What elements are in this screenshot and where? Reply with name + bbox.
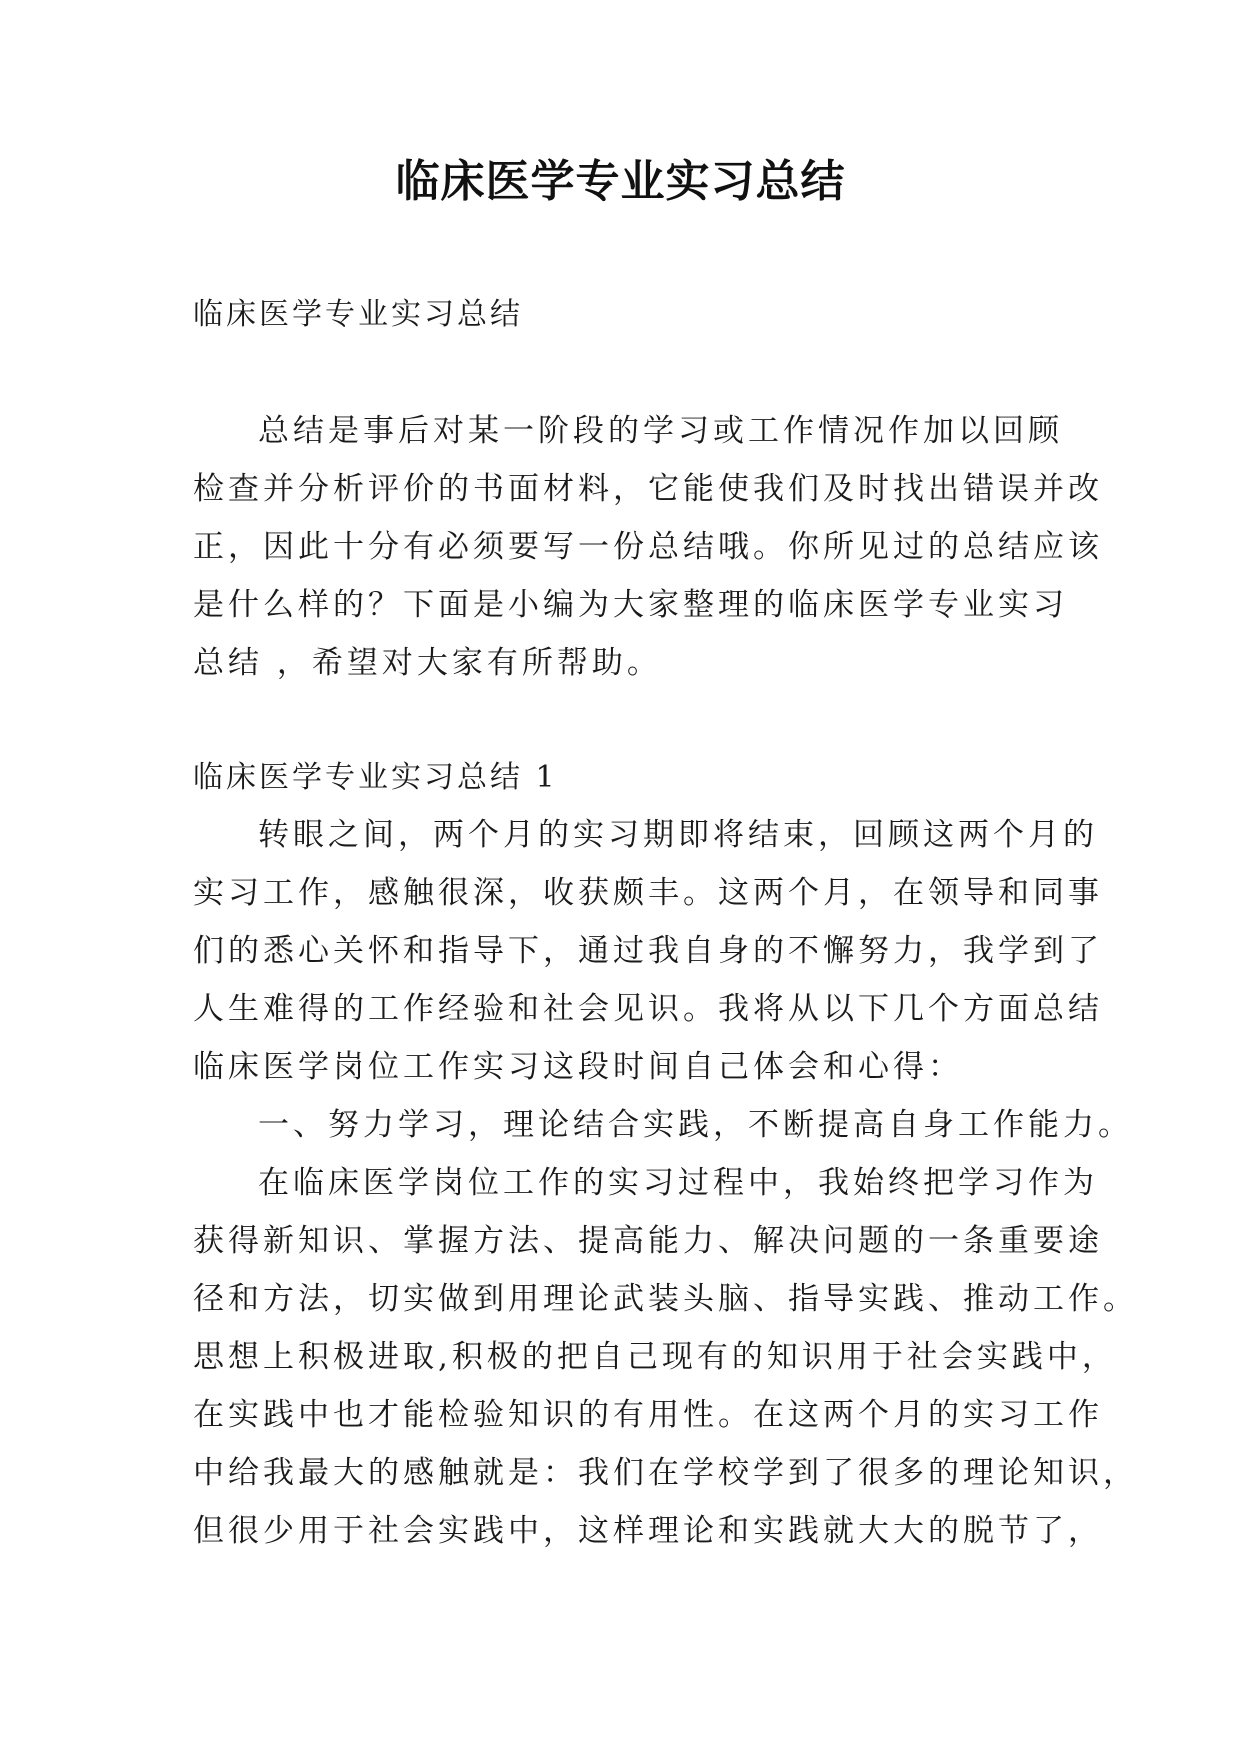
intro-line: 检查并分析评价的书面材料，它能使我们及时找出错误并改 bbox=[193, 471, 1103, 507]
intro-line: 总结 ，希望对大家有所帮助。 bbox=[193, 645, 662, 681]
body-line: 人生难得的工作经验和社会见识。我将从以下几个方面总结 bbox=[193, 991, 1103, 1027]
body-line: 临床医学岗位工作实习这段时间自己体会和心得： bbox=[193, 1049, 963, 1085]
body-line: 但很少用于社会实践中，这样理论和实践就大大的脱节了， bbox=[193, 1513, 1103, 1549]
body-line: 中给我最大的感触就是：我们在学校学到了很多的理论知识， bbox=[193, 1455, 1138, 1491]
document-title: 临床医学专业实习总结 bbox=[395, 156, 846, 207]
intro-line: 是什么样的？下面是小编为大家整理的临床医学专业实习 bbox=[193, 587, 1068, 623]
body-line: 一、努力学习，理论结合实践，不断提高自身工作能力。 bbox=[258, 1107, 1133, 1143]
document-subtitle: 临床医学专业实习总结 bbox=[193, 297, 523, 332]
section-heading: 临床医学专业实习总结 1 bbox=[193, 760, 558, 795]
body-line: 思想上积极进取,积极的把自己现有的知识用于社会实践中， bbox=[193, 1339, 1117, 1375]
body-line: 径和方法，切实做到用理论武装头脑、指导实践、推动工作。 bbox=[193, 1281, 1138, 1317]
body-line: 转眼之间，两个月的实习期即将结束，回顾这两个月的 bbox=[258, 817, 1098, 853]
body-line: 在临床医学岗位工作的实习过程中，我始终把学习作为 bbox=[258, 1165, 1098, 1201]
body-line: 获得新知识、掌握方法、提高能力、解决问题的一条重要途 bbox=[193, 1223, 1103, 1259]
intro-line: 总结是事后对某一阶段的学习或工作情况作加以回顾 bbox=[258, 413, 1063, 449]
intro-line: 正，因此十分有必须要写一份总结哦。你所见过的总结应该 bbox=[193, 529, 1103, 565]
body-line: 在实践中也才能检验知识的有用性。在这两个月的实习工作 bbox=[193, 1397, 1103, 1433]
body-line: 们的悉心关怀和指导下，通过我自身的不懈努力，我学到了 bbox=[193, 933, 1103, 969]
body-line: 实习工作，感触很深，收获颇丰。这两个月，在领导和同事 bbox=[193, 875, 1103, 911]
